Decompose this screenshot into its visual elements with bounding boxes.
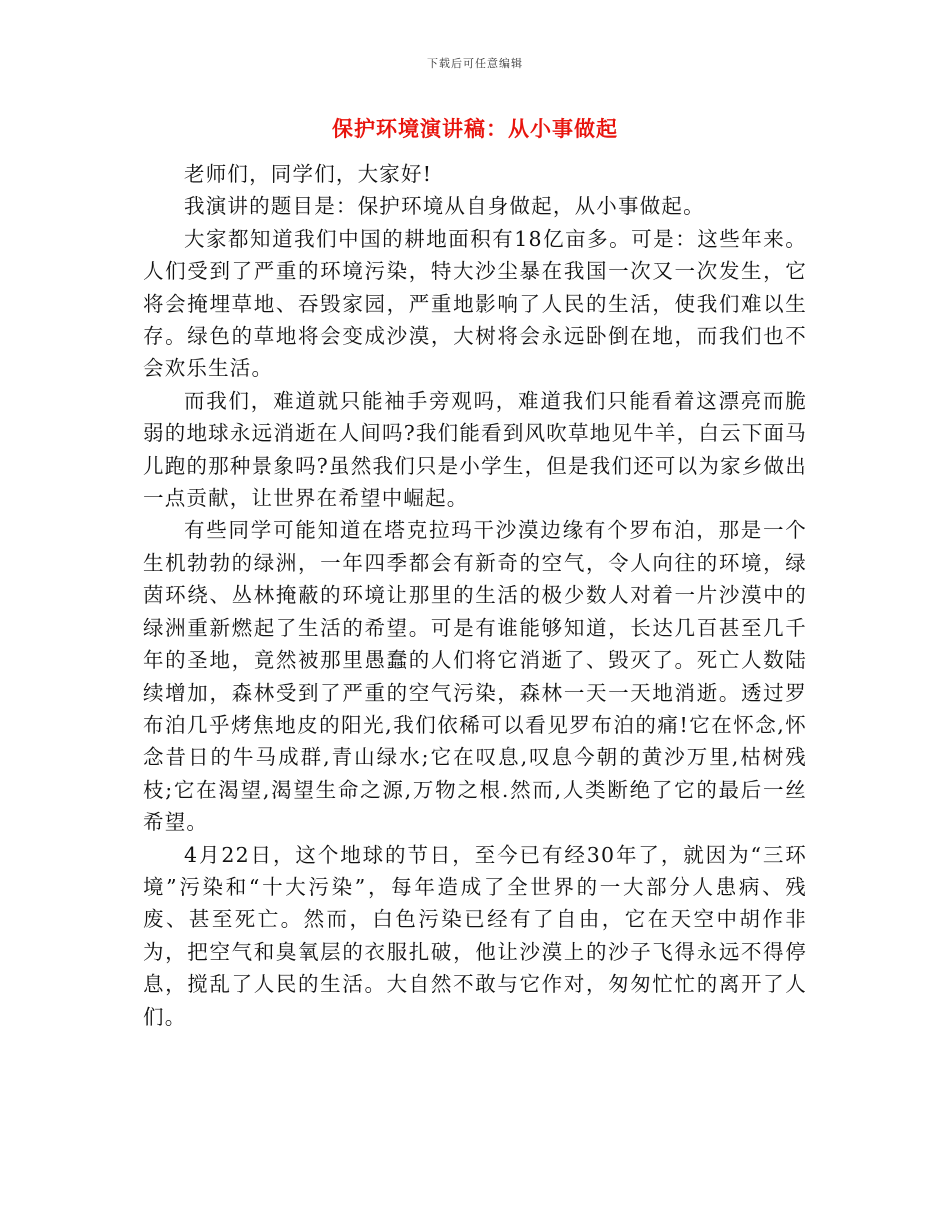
paragraph-topic: 我演讲的题目是：保护环境从自身做起，从小事做起。 bbox=[184, 194, 705, 219]
document-title: 保护环境演讲稿：从小事做起 bbox=[332, 116, 618, 141]
paragraph-greeting: 老师们，同学们，大家好! bbox=[184, 162, 433, 186]
paragraph-earth-day: 4月22日，这个地球的节日，至今已有经30年了，就因为“三环境”污染和“十大污染”，每年造成了全世界的一大部分人患病、残废、甚至死亡。然而，白色污染已经有了自由，它在天空中胡作非为，把空气和臭氧层的衣服扎破，他让沙漠上的沙子飞得永远不得停息，搅乱了人民的生活。大自然不敢与它作对，匆匆忙忙的离开了人们。 bbox=[143, 842, 807, 1029]
paragraph-lop-nur: 有些同学可能知道在塔克拉玛干沙漠边缘有个罗布泊，那是一个生机勃勃的绿洲，一年四季都会有新奇的空气，令人向往的环境，绿茵环绕、丛林掩蔽的环境让那里的生活的极少数人对着一片沙漠中的绿洲重新燃起了生活的希望。可是有谁能够知道，长达几百甚至几千年的圣地，竟然被那里愚蠢的人们将它消逝了、毁灭了。死亡人数陆续增加，森林受到了严重的空气污染，森林一天一天地消逝。透过罗布泊几乎烤焦地皮的阳光,我们依稀可以看见罗布泊的痛!它在怀念,怀念昔日的牛马成群,青山绿水;它在叹息,叹息今朝的黄沙万里,枯树残枝;它在渴望,渴望生命之源,万物之根.然而,人类断绝了它的最后一丝希望。 bbox=[143, 518, 807, 835]
paragraph-land: 大家都知道我们中国的耕地面积有18亿亩多。可是：这些年来。人们受到了严重的环境污染，特大沙尘暴在我国一次又一次发生，它将会掩埋草地、吞毁家园，严重地影响了人民的生活，使我们难以生存。绿色的草地将会变成沙漠，大树将会永远卧倒在地，而我们也不会欢乐生活。 bbox=[143, 226, 807, 381]
document-body bbox=[143, 158, 807, 1033]
header-note: 下载后可任意编辑 bbox=[427, 57, 523, 70]
paragraph-question: 而我们，难道就只能袖手旁观吗，难道我们只能看着这漂亮而脆弱的地球永远消逝在人间吗?我们能看到风吹草地见牛羊，白云下面马儿跑的那种景象吗?虽然我们只是小学生，但是我们还可以为家乡做出一点贡献，让世界在希望中崛起。 bbox=[143, 388, 807, 511]
